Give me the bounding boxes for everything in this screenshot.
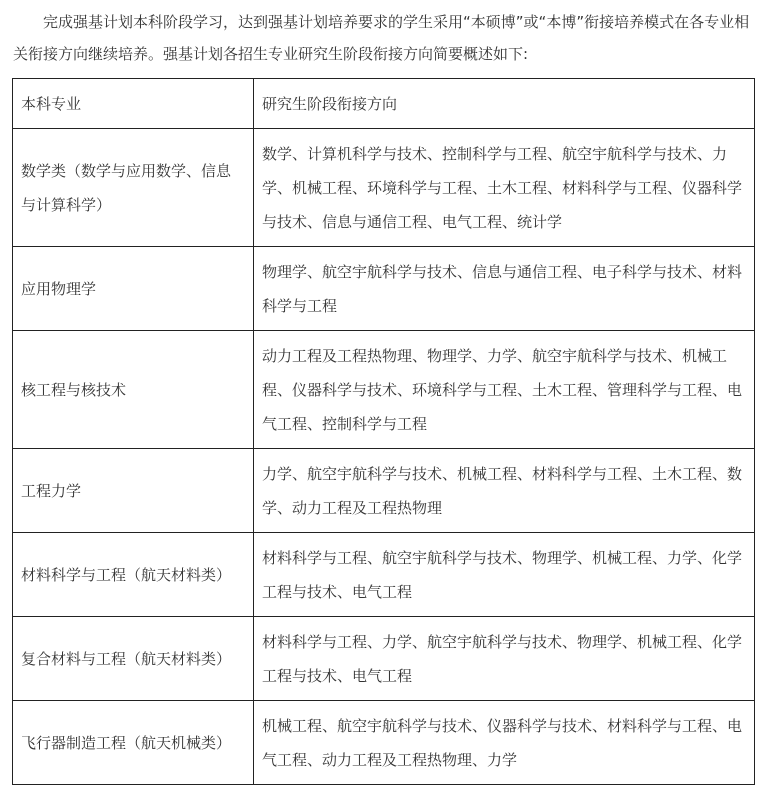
intro-paragraph: 完成强基计划本科阶段学习，达到强基计划培养要求的学生采用“本硕博”或“本博”衔接培养模式在各专业相关衔接方向继续培养。强基计划各招生专业研究生阶段衔接方向简要概述如下: (13, 13, 750, 63)
direction-cell: 机械工程、航空宇航科学与技术、仪器科学与技术、材料科学与工程、电气工程、动力工程及工程热物理、力学 (254, 701, 755, 785)
major-cell: 核工程与核技术 (13, 331, 254, 449)
table-row (13, 617, 755, 701)
major-cell: 应用物理学 (13, 247, 254, 331)
major-cell: 飞行器制造工程（航天机械类） (13, 701, 254, 785)
header-direction: 研究生阶段衔接方向 (254, 79, 755, 129)
direction-cell: 数学、计算机科学与技术、控制科学与工程、航空宇航科学与技术、力学、机械工程、环境科学与工程、土木工程、材料科学与工程、仪器科学与技术、信息与通信工程、电气工程、统计学 (254, 129, 755, 247)
direction-cell: 动力工程及工程热物理、物理学、力学、航空宇航科学与技术、机械工程、仪器科学与技术、环境科学与工程、土木工程、管理科学与工程、电气工程、控制科学与工程 (254, 331, 755, 449)
header-major: 本科专业 (13, 79, 254, 129)
major-cell: 数学类（数学与应用数学、信息与计算科学） (13, 129, 254, 247)
direction-cell: 材料科学与工程、力学、航空宇航科学与技术、物理学、机械工程、化学工程与技术、电气工程 (254, 617, 755, 701)
major-cell: 材料科学与工程（航天材料类） (13, 533, 254, 617)
table-row (13, 247, 755, 331)
table-row (13, 533, 755, 617)
major-cell: 复合材料与工程（航天材料类） (13, 617, 254, 701)
major-direction-table (12, 78, 755, 785)
table-row (13, 129, 755, 247)
direction-cell: 物理学、航空宇航科学与技术、信息与通信工程、电子科学与技术、材料科学与工程 (254, 247, 755, 331)
direction-cell: 材料科学与工程、航空宇航科学与技术、物理学、机械工程、力学、化学工程与技术、电气工程 (254, 533, 755, 617)
direction-cell: 力学、航空宇航科学与技术、机械工程、材料科学与工程、土木工程、数学、动力工程及工程热物理 (254, 449, 755, 533)
table-header-row (13, 79, 755, 129)
table-row (13, 701, 755, 785)
table-row (13, 449, 755, 533)
major-cell: 工程力学 (13, 449, 254, 533)
table-row (13, 331, 755, 449)
